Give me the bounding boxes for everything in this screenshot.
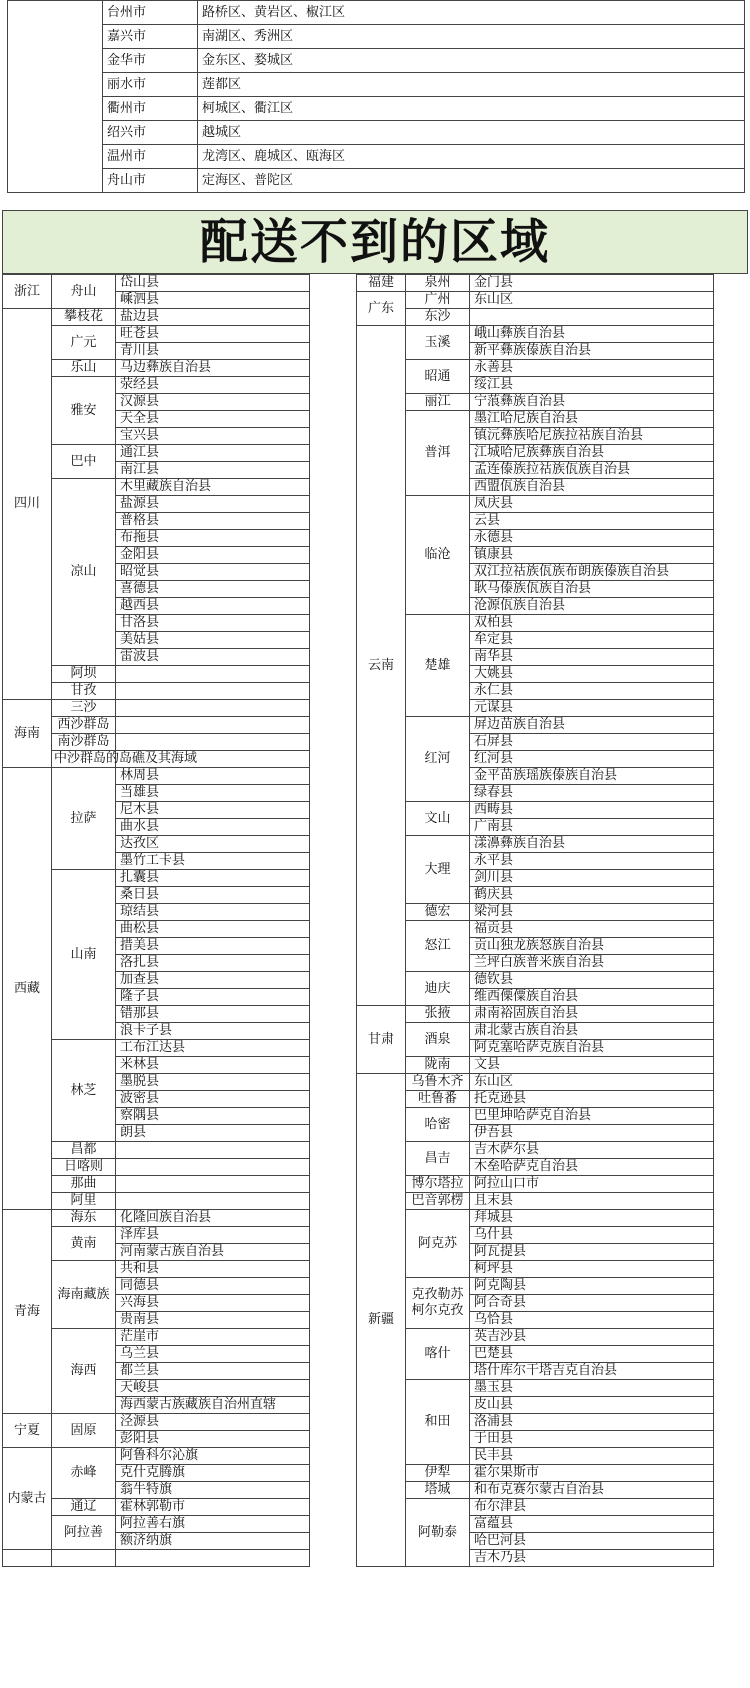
city-cell: 迪庆	[406, 972, 470, 1006]
region-row	[357, 972, 714, 989]
city-cell: 昭通	[406, 360, 470, 394]
city-cell: 阿拉善	[52, 1516, 116, 1550]
county-cell: 嵊泗县	[116, 292, 310, 309]
region-row	[357, 1465, 714, 1482]
city-cell: 攀枝花	[52, 309, 116, 326]
county-cell: 峨山彝族自治县	[470, 326, 714, 343]
districts-cell: 莲都区	[198, 73, 745, 97]
region-row	[3, 1210, 310, 1227]
county-cell: 新平彝族傣族自治县	[470, 343, 714, 360]
county-cell: 翁牛特旗	[116, 1482, 310, 1499]
region-row	[357, 1482, 714, 1499]
city-cell: 丽水市	[103, 73, 198, 97]
city-cell: 楚雄	[406, 615, 470, 717]
county-cell	[116, 700, 310, 717]
province-cell: 内蒙古	[3, 1448, 52, 1550]
county-cell	[116, 734, 310, 751]
city-cell: 昌吉	[406, 1142, 470, 1176]
city-cell: 伊犁	[406, 1465, 470, 1482]
region-row	[357, 1499, 714, 1516]
county-cell: 托克逊县	[470, 1091, 714, 1108]
region-row	[357, 309, 714, 326]
city-cell: 昌都	[52, 1142, 116, 1159]
county-cell: 鹤庆县	[470, 887, 714, 904]
county-cell: 美姑县	[116, 632, 310, 649]
county-cell: 尼木县	[116, 802, 310, 819]
city-cell: 陇南	[406, 1057, 470, 1074]
region-row	[3, 1414, 310, 1431]
region-row	[357, 1329, 714, 1346]
region-row	[357, 802, 714, 819]
city-cell: 文山	[406, 802, 470, 836]
county-cell: 琼结县	[116, 904, 310, 921]
county-cell: 布拖县	[116, 530, 310, 547]
city-cell: 拉萨	[52, 768, 116, 870]
county-cell: 同德县	[116, 1278, 310, 1295]
city-cell: 张掖	[406, 1006, 470, 1023]
county-cell: 浪卡子县	[116, 1023, 310, 1040]
city-cell: 海西	[52, 1329, 116, 1414]
county-cell: 吉木萨尔县	[470, 1142, 714, 1159]
county-cell: 河南蒙古族自治县	[116, 1244, 310, 1261]
districts-cell: 定海区、普陀区	[198, 169, 745, 193]
county-cell: 东山区	[470, 1074, 714, 1091]
county-cell: 西畴县	[470, 802, 714, 819]
county-cell: 阿克陶县	[470, 1278, 714, 1295]
county-cell: 德钦县	[470, 972, 714, 989]
county-cell: 工布江达县	[116, 1040, 310, 1057]
county-cell: 马边彝族自治县	[116, 360, 310, 377]
city-cell: 台州市	[103, 1, 198, 25]
top-blank-cell	[8, 1, 103, 193]
county-cell: 盐源县	[116, 496, 310, 513]
county-cell: 墨竹工卡县	[116, 853, 310, 870]
top-city-table	[7, 0, 745, 193]
county-cell: 化隆回族自治县	[116, 1210, 310, 1227]
province-cell: 四川	[3, 309, 52, 700]
county-cell: 都兰县	[116, 1363, 310, 1380]
top-row	[8, 49, 745, 73]
city-cell: 通辽	[52, 1499, 116, 1516]
county-cell: 青川县	[116, 343, 310, 360]
city-cell: 西沙群岛	[52, 717, 116, 734]
county-cell: 通江县	[116, 445, 310, 462]
county-cell: 察隅县	[116, 1108, 310, 1125]
county-cell: 牟定县	[470, 632, 714, 649]
county-cell: 南江县	[116, 462, 310, 479]
county-cell: 阿鲁科尔沁旗	[116, 1448, 310, 1465]
county-cell: 富蕴县	[470, 1516, 714, 1533]
county-cell: 柯坪县	[470, 1261, 714, 1278]
city-cell: 凉山	[52, 479, 116, 666]
county-cell: 阿拉善右旗	[116, 1516, 310, 1533]
county-cell: 大姚县	[470, 666, 714, 683]
county-cell: 双柏县	[470, 615, 714, 632]
region-row	[357, 1210, 714, 1227]
county-cell: 西盟佤族自治县	[470, 479, 714, 496]
city-cell: 温州市	[103, 145, 198, 169]
county-cell: 绿春县	[470, 785, 714, 802]
county-cell: 彭阳县	[116, 1431, 310, 1448]
county-cell: 永善县	[470, 360, 714, 377]
region-row	[357, 292, 714, 309]
city-cell: 舟山市	[103, 169, 198, 193]
county-cell: 阿克塞哈萨克族自治县	[470, 1040, 714, 1057]
county-cell	[116, 1142, 310, 1159]
county-cell: 盐边县	[116, 309, 310, 326]
province-cell: 浙江	[3, 275, 52, 309]
city-cell: 林芝	[52, 1040, 116, 1142]
province-cell: 广东	[357, 292, 406, 326]
city-cell	[52, 1550, 116, 1567]
city-cell: 阿里	[52, 1193, 116, 1210]
county-cell	[470, 309, 714, 326]
county-cell: 兰坪白族普米族自治县	[470, 955, 714, 972]
county-cell: 木里藏族自治县	[116, 479, 310, 496]
region-row	[357, 1108, 714, 1125]
county-cell: 林周县	[116, 768, 310, 785]
county-cell: 雷波县	[116, 649, 310, 666]
city-cell: 丽江	[406, 394, 470, 411]
city-cell: 那曲	[52, 1176, 116, 1193]
county-cell: 乌兰县	[116, 1346, 310, 1363]
county-cell: 木垒哈萨克自治县	[470, 1159, 714, 1176]
county-cell: 云县	[470, 513, 714, 530]
city-cell: 吐鲁番	[406, 1091, 470, 1108]
county-cell: 屏边苗族自治县	[470, 717, 714, 734]
top-row	[8, 1, 745, 25]
county-cell: 福贡县	[470, 921, 714, 938]
county-cell: 旺苍县	[116, 326, 310, 343]
city-cell: 普洱	[406, 411, 470, 496]
county-cell: 和布克赛尔蒙古自治县	[470, 1482, 714, 1499]
county-cell: 宝兴县	[116, 428, 310, 445]
county-cell: 洛浦县	[470, 1414, 714, 1431]
province-cell	[3, 1550, 52, 1567]
county-cell: 隆子县	[116, 989, 310, 1006]
city-cell: 红河	[406, 717, 470, 802]
county-cell: 南华县	[470, 649, 714, 666]
county-cell: 巴楚县	[470, 1346, 714, 1363]
county-cell: 石屏县	[470, 734, 714, 751]
county-cell: 贵南县	[116, 1312, 310, 1329]
districts-cell: 越城区	[198, 121, 745, 145]
county-cell: 桑日县	[116, 887, 310, 904]
city-cell: 塔城	[406, 1482, 470, 1499]
county-cell: 普格县	[116, 513, 310, 530]
county-cell: 皮山县	[470, 1397, 714, 1414]
county-cell: 剑川县	[470, 870, 714, 887]
county-cell: 阿合奇县	[470, 1295, 714, 1312]
county-cell: 达孜区	[116, 836, 310, 853]
county-cell: 乌什县	[470, 1227, 714, 1244]
city-cell: 海东	[52, 1210, 116, 1227]
county-cell: 沧源佤族自治县	[470, 598, 714, 615]
region-row	[357, 1091, 714, 1108]
city-cell: 玉溪	[406, 326, 470, 360]
county-cell: 吉木乃县	[470, 1550, 714, 1567]
city-cell: 泉州	[406, 275, 470, 292]
city-cell: 绍兴市	[103, 121, 198, 145]
city-cell: 广州	[406, 292, 470, 309]
region-row	[357, 836, 714, 853]
province-cell: 西藏	[3, 768, 52, 1210]
region-row	[357, 1380, 714, 1397]
province-cell: 新疆	[357, 1074, 406, 1567]
county-cell: 岱山县	[116, 275, 310, 292]
county-cell: 镇康县	[470, 547, 714, 564]
city-cell: 阿坝	[52, 666, 116, 683]
city-cell: 中沙群岛的岛礁及其海域	[52, 751, 116, 768]
county-cell: 洛扎县	[116, 955, 310, 972]
top-row	[8, 169, 745, 193]
county-cell: 拜城县	[470, 1210, 714, 1227]
city-cell: 大理	[406, 836, 470, 904]
county-cell: 墨玉县	[470, 1380, 714, 1397]
region-row	[357, 360, 714, 377]
city-cell: 乌鲁木齐	[406, 1074, 470, 1091]
county-cell: 孟连傣族拉祜族佤族自治县	[470, 462, 714, 479]
county-cell: 朗县	[116, 1125, 310, 1142]
top-row	[8, 97, 745, 121]
top-row	[8, 73, 745, 97]
county-cell: 东山区	[470, 292, 714, 309]
county-cell: 霍尔果斯市	[470, 1465, 714, 1482]
county-cell: 英吉沙县	[470, 1329, 714, 1346]
county-cell: 肃南裕固族自治县	[470, 1006, 714, 1023]
top-row	[8, 145, 745, 169]
county-cell: 天峻县	[116, 1380, 310, 1397]
county-cell: 茫崖市	[116, 1329, 310, 1346]
region-row	[357, 1193, 714, 1210]
county-cell	[116, 683, 310, 700]
region-row	[3, 309, 310, 326]
county-cell: 金阳县	[116, 547, 310, 564]
county-cell: 伊吾县	[470, 1125, 714, 1142]
county-cell: 塔什库尔干塔吉克自治县	[470, 1363, 714, 1380]
region-row	[357, 904, 714, 921]
county-cell: 双江拉祜族佤族布朗族傣族自治县	[470, 564, 714, 581]
county-cell: 贡山独龙族怒族自治县	[470, 938, 714, 955]
county-cell: 加查县	[116, 972, 310, 989]
county-cell: 错那县	[116, 1006, 310, 1023]
city-cell: 德宏	[406, 904, 470, 921]
county-cell: 肃北蒙古族自治县	[470, 1023, 714, 1040]
county-cell: 天全县	[116, 411, 310, 428]
region-row	[357, 1057, 714, 1074]
top-row	[8, 25, 745, 49]
county-cell: 共和县	[116, 1261, 310, 1278]
county-cell: 曲松县	[116, 921, 310, 938]
region-row	[3, 1448, 310, 1465]
county-cell: 民丰县	[470, 1448, 714, 1465]
county-cell: 克什克腾旗	[116, 1465, 310, 1482]
county-cell: 永仁县	[470, 683, 714, 700]
county-cell: 兴海县	[116, 1295, 310, 1312]
city-cell: 博尔塔拉	[406, 1176, 470, 1193]
region-row	[3, 768, 310, 785]
city-cell: 东沙	[406, 309, 470, 326]
county-cell: 布尔津县	[470, 1499, 714, 1516]
region-row	[357, 921, 714, 938]
county-cell: 维西傈僳族自治县	[470, 989, 714, 1006]
county-cell: 江城哈尼族彝族自治县	[470, 445, 714, 462]
region-row	[357, 1176, 714, 1193]
city-cell: 酒泉	[406, 1023, 470, 1057]
city-cell: 衢州市	[103, 97, 198, 121]
province-cell: 宁夏	[3, 1414, 52, 1448]
city-cell: 山南	[52, 870, 116, 1040]
county-cell: 当雄县	[116, 785, 310, 802]
region-row	[357, 1278, 714, 1295]
county-cell	[116, 1550, 310, 1567]
county-cell: 墨江哈尼族自治县	[470, 411, 714, 428]
county-cell: 泾源县	[116, 1414, 310, 1431]
city-cell: 赤峰	[52, 1448, 116, 1499]
region-row	[357, 1074, 714, 1091]
county-cell: 梁河县	[470, 904, 714, 921]
county-cell: 扎囊县	[116, 870, 310, 887]
region-row	[357, 275, 714, 292]
county-cell: 红河县	[470, 751, 714, 768]
city-cell: 喀什	[406, 1329, 470, 1380]
province-cell: 福建	[357, 275, 406, 292]
region-row	[3, 1550, 310, 1567]
city-cell: 金华市	[103, 49, 198, 73]
county-cell: 且末县	[470, 1193, 714, 1210]
county-cell: 霍林郭勒市	[116, 1499, 310, 1516]
county-cell: 阿拉山口市	[470, 1176, 714, 1193]
county-cell: 越西县	[116, 598, 310, 615]
province-cell: 海南	[3, 700, 52, 768]
city-cell: 克孜勒苏柯尔克孜	[406, 1278, 470, 1329]
province-cell: 云南	[357, 326, 406, 1006]
districts-cell: 柯城区、衢江区	[198, 97, 745, 121]
region-row	[3, 700, 310, 717]
county-cell: 米林县	[116, 1057, 310, 1074]
county-cell: 额济纳旗	[116, 1533, 310, 1550]
county-cell: 元谋县	[470, 700, 714, 717]
region-row	[357, 1142, 714, 1159]
city-cell: 巴中	[52, 445, 116, 479]
county-cell: 曲水县	[116, 819, 310, 836]
county-cell: 乌恰县	[470, 1312, 714, 1329]
county-cell: 永德县	[470, 530, 714, 547]
region-row	[357, 394, 714, 411]
county-cell: 荥经县	[116, 377, 310, 394]
county-cell: 绥江县	[470, 377, 714, 394]
city-cell: 三沙	[52, 700, 116, 717]
section-title: 配送不到的区域	[2, 210, 748, 274]
city-cell: 乐山	[52, 360, 116, 377]
county-cell: 阿瓦提县	[470, 1244, 714, 1261]
province-cell: 青海	[3, 1210, 52, 1414]
county-cell: 泽库县	[116, 1227, 310, 1244]
county-cell	[116, 666, 310, 683]
region-row	[357, 1006, 714, 1023]
left-region-table	[2, 274, 310, 1567]
city-cell: 阿克苏	[406, 1210, 470, 1278]
city-cell: 怒江	[406, 921, 470, 972]
county-cell: 镇沅彝族哈尼族拉祜族自治县	[470, 428, 714, 445]
county-cell: 耿马傣族佤族自治县	[470, 581, 714, 598]
right-region-table	[356, 274, 714, 1567]
county-cell: 墨脱县	[116, 1074, 310, 1091]
county-cell	[116, 1159, 310, 1176]
city-cell: 巴音郭楞	[406, 1193, 470, 1210]
county-cell	[116, 1193, 310, 1210]
city-cell: 海南藏族	[52, 1261, 116, 1329]
region-row	[357, 615, 714, 632]
districts-cell: 路桥区、黄岩区、椒江区	[198, 1, 745, 25]
top-row	[8, 121, 745, 145]
districts-cell: 金东区、婺城区	[198, 49, 745, 73]
districts-cell: 南湖区、秀洲区	[198, 25, 745, 49]
county-cell	[116, 717, 310, 734]
county-cell: 广南县	[470, 819, 714, 836]
city-cell: 哈密	[406, 1108, 470, 1142]
county-cell: 海西蒙古族藏族自治州直辖	[116, 1397, 310, 1414]
city-cell: 雅安	[52, 377, 116, 445]
county-cell: 凤庆县	[470, 496, 714, 513]
city-cell: 和田	[406, 1380, 470, 1465]
city-cell: 广元	[52, 326, 116, 360]
city-cell: 甘孜	[52, 683, 116, 700]
city-cell: 日喀则	[52, 1159, 116, 1176]
county-cell: 波密县	[116, 1091, 310, 1108]
region-row	[357, 496, 714, 513]
region-row	[3, 275, 310, 292]
county-cell	[116, 1176, 310, 1193]
county-cell: 甘洛县	[116, 615, 310, 632]
county-cell: 漾濞彝族自治县	[470, 836, 714, 853]
county-cell: 昭觉县	[116, 564, 310, 581]
region-row	[357, 717, 714, 734]
city-cell: 固原	[52, 1414, 116, 1448]
county-cell: 哈巴河县	[470, 1533, 714, 1550]
county-cell: 永平县	[470, 853, 714, 870]
city-cell: 南沙群岛	[52, 734, 116, 751]
county-cell: 于田县	[470, 1431, 714, 1448]
county-cell: 宁蒗彝族自治县	[470, 394, 714, 411]
city-cell: 嘉兴市	[103, 25, 198, 49]
province-cell: 甘肃	[357, 1006, 406, 1074]
county-cell: 汉源县	[116, 394, 310, 411]
districts-cell: 龙湾区、鹿城区、瓯海区	[198, 145, 745, 169]
county-cell: 文县	[470, 1057, 714, 1074]
county-cell: 措美县	[116, 938, 310, 955]
region-row	[357, 1023, 714, 1040]
city-cell: 舟山	[52, 275, 116, 309]
county-cell: 金平苗族瑶族傣族自治县	[470, 768, 714, 785]
region-row	[357, 411, 714, 428]
region-row	[357, 326, 714, 343]
city-cell: 临沧	[406, 496, 470, 615]
county-cell: 喜德县	[116, 581, 310, 598]
county-cell: 巴里坤哈萨克自治县	[470, 1108, 714, 1125]
city-cell: 黄南	[52, 1227, 116, 1261]
county-cell: 金门县	[470, 275, 714, 292]
city-cell: 阿勒泰	[406, 1499, 470, 1567]
